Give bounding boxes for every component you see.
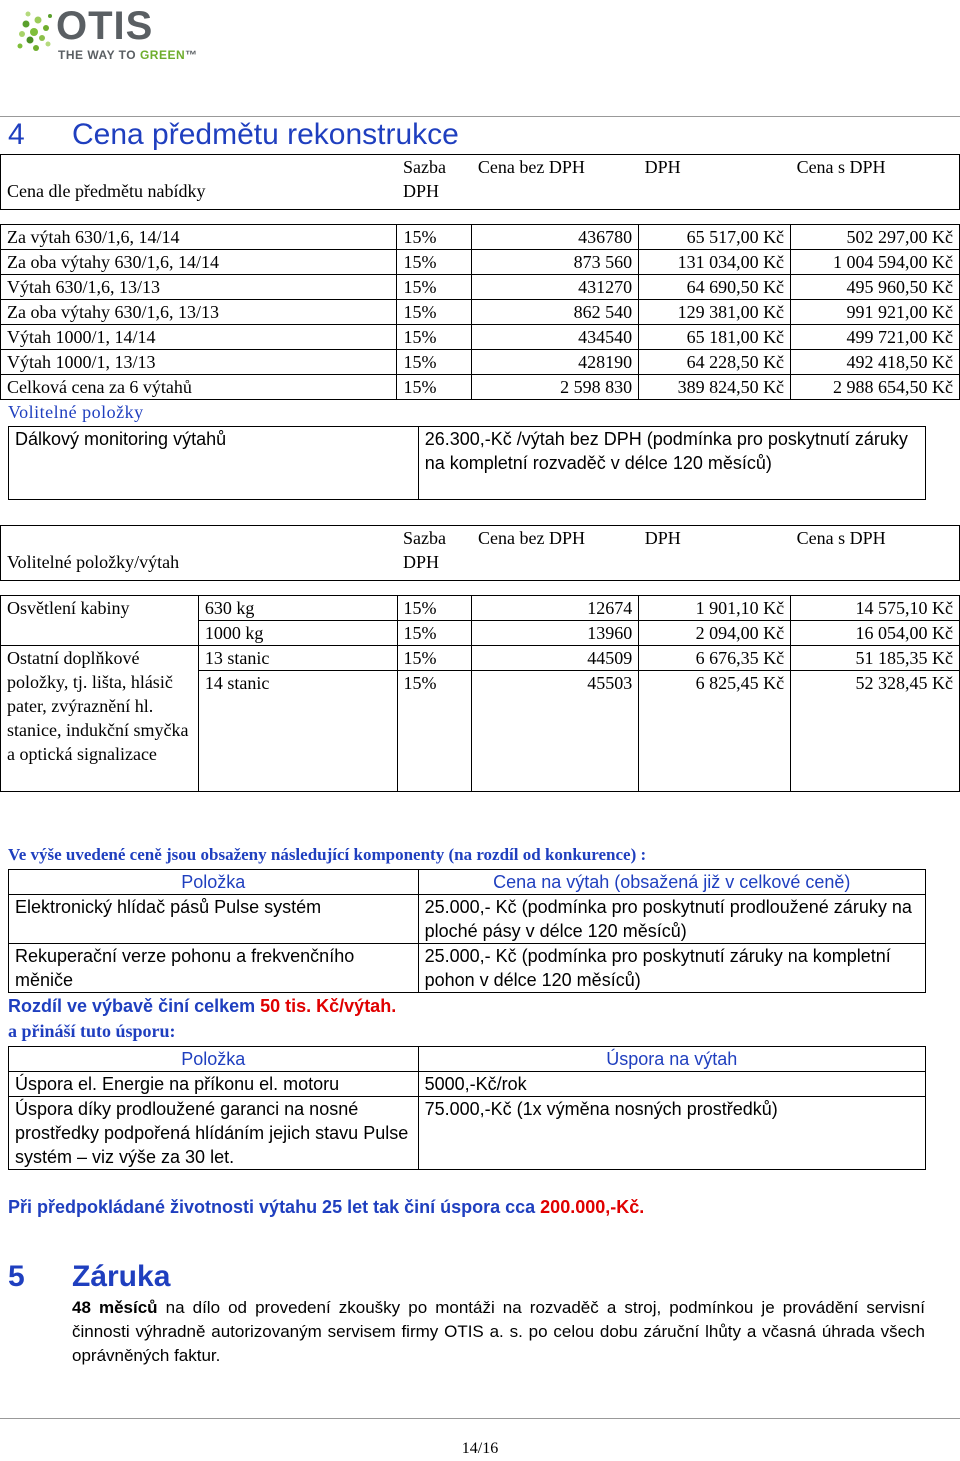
section-title: Cena předmětu rekonstrukce [72,118,459,151]
cell: 15% [397,621,472,646]
cell: 131 034,00 Kč [639,250,791,275]
optional-items-table [8,426,926,500]
cell: Úspora el. Energie na příkonu el. motoru [9,1072,419,1097]
cell: 12674 [472,596,639,621]
price-table [0,154,960,400]
cell: 129 381,00 Kč [639,300,791,325]
cell: Rekuperační verze pohonu a frekvenčního měniče [9,944,419,993]
cell: 75.000,-Kč (1x výměna nosných prostředků) [418,1097,925,1170]
header-cell: Cena s DPH [791,526,960,581]
section-number: 5 [8,1260,25,1293]
cell: 502 297,00 Kč [791,225,960,250]
cell: Za výtah 630/1,6, 14/14 [1,225,397,250]
table-row [9,427,926,500]
cell: 2 988 654,50 Kč [791,375,960,400]
header-cell: Položka [9,870,419,895]
cell: 25.000,- Kč (podmínka pro poskytnutí prodloužené záruky na ploché pásy v délce 120 měsíců) [418,895,925,944]
footer-divider [0,1418,960,1419]
price-table-header [1,155,960,210]
group-label: Osvětlení kabiny [1,596,199,646]
table-row [1,325,960,350]
cell: 431270 [472,275,639,300]
logo-wordmark: OTIS [56,4,154,48]
optional-per-lift-table [0,525,960,792]
cell: 52 328,45 Kč [791,671,960,792]
header-divider [0,116,960,117]
table-row [9,1072,926,1097]
cell: Za oba výtahy 630/1,6, 14/14 [1,250,397,275]
header-cell: Úspora na výtah [418,1047,925,1072]
cell: 495 960,50 Kč [791,275,960,300]
cell: 25.000,- Kč (podmínka pro poskytnutí záruky na kompletní pohon v délce 120 měsíců) [418,944,925,993]
section-title: Záruka [72,1260,171,1293]
cell: 15% [397,671,472,792]
table-row [1,300,960,325]
cell: 15% [397,300,472,325]
spacer [1,210,960,225]
header-cell: Sazba DPH [397,155,472,210]
header-cell: Cena s DPH [791,155,960,210]
cell: 44509 [472,646,639,671]
optional-item-name: Dálkový monitoring výtahů [9,427,419,500]
header-cell: Položka [9,1047,419,1072]
cell: 6 825,45 Kč [639,671,791,792]
optional-item-price: 26.300,-Kč /výtah bez DPH (podmínka pro poskytnutí záruky na kompletní rozvaděč v délce 120 měsíců) [418,427,925,500]
cell: 15% [397,646,472,671]
cell: 1 004 594,00 Kč [791,250,960,275]
cell: 2 094,00 Kč [639,621,791,646]
table-row [9,895,926,944]
cell: Za oba výtahy 630/1,6, 13/13 [1,300,397,325]
table-row [1,250,960,275]
cell: 428190 [472,350,639,375]
header-cell: DPH [639,526,791,581]
cell: 15% [397,325,472,350]
cell: 389 824,50 Kč [639,375,791,400]
cell: 6 676,35 Kč [639,646,791,671]
table-row [1,275,960,300]
header-cell: Volitelné položky/výtah [1,526,398,581]
cell: 65 517,00 Kč [639,225,791,250]
cell: 14 575,10 Kč [791,596,960,621]
cell: Výtah 1000/1, 13/13 [1,350,397,375]
cell: 15% [397,275,472,300]
cell: 434540 [472,325,639,350]
cell: Výtah 630/1,6, 13/13 [1,275,397,300]
cell: 436780 [472,225,639,250]
page-number: 14/16 [461,1440,499,1457]
optional-table-header [1,526,960,581]
savings-heading: a přináší tuto úsporu: [8,1021,176,1041]
table-row-total [1,375,960,400]
header-cell: Cena bez DPH [472,526,639,581]
cell: Výtah 1000/1, 14/14 [1,325,397,350]
header-cell: Sazba DPH [397,526,472,581]
lifetime-savings-line: Při předpokládané životnosti výtahu 25 let tak činí úspora cca 200.000,-Kč. [8,1197,645,1217]
cell: 5000,-Kč/rok [418,1072,925,1097]
savings-table [8,1046,926,1170]
cell: 15% [397,375,472,400]
warranty-paragraph: 48 měsíců na dílo od provedení zkoušky po montáži na rozvaděč a stroj, podmínkou je provádění servisní činnosti výhradně autorizovaným servisem firmy OTIS a. s. po celou dobu záruční lhůty a včasná úhrada všech oprávněných faktur. [72,1298,925,1365]
section-number: 4 [8,118,25,151]
table-row [9,944,926,993]
cell: 65 181,00 Kč [639,325,791,350]
cell: 13 stanic [198,646,397,671]
table-row [9,1097,926,1170]
cell: 1 901,10 Kč [639,596,791,621]
header-cell: Cena na výtah (obsažená již v celkové ceně) [418,870,925,895]
table-row [1,596,960,621]
components-heading: Ve výše uvedené ceně jsou obsaženy následující komponenty (na rozdíl od konkurence) : [8,845,647,864]
optional-items-label: Volitelné položky [8,402,144,422]
header-cell: DPH [639,155,791,210]
cell: 630 kg [198,596,397,621]
group-label: Ostatní doplňkové položky, tj. lišta, hlásič pater, zvýraznění hl. stanice, indukční smyčka a optická signalizace [1,646,199,792]
logo-tagline: THE WAY TO GREEN™ [58,48,198,62]
spacer [1,581,960,596]
cell: 499 721,00 Kč [791,325,960,350]
components-header [9,870,926,895]
cell: 15% [397,596,472,621]
cell: 14 stanic [198,671,397,792]
savings-header [9,1047,926,1072]
header-cell: Cena dle předmětu nabídky [1,155,397,210]
cell: 1000 kg [198,621,397,646]
cell: 873 560 [472,250,639,275]
cell: 64 690,50 Kč [639,275,791,300]
cell: 64 228,50 Kč [639,350,791,375]
table-row [1,225,960,250]
cell: 15% [397,250,472,275]
cell: 991 921,00 Kč [791,300,960,325]
cell: 16 054,00 Kč [791,621,960,646]
cell: Úspora díky prodloužené garanci na nosné prostředky podpořená hlídáním jejich stavu Pulse systém – viz výše za 30 let. [9,1097,419,1170]
cell: 45503 [472,671,639,792]
table-row [1,646,960,671]
difference-line: Rozdíl ve výbavě činí celkem 50 tis. Kč/výtah. [8,996,397,1016]
table-row [1,350,960,375]
cell: 15% [397,225,472,250]
components-table [8,869,926,993]
cell: 51 185,35 Kč [791,646,960,671]
cell: 13960 [472,621,639,646]
cell: Elektronický hlídač pásů Pulse systém [9,895,419,944]
cell: 492 418,50 Kč [791,350,960,375]
cell: 862 540 [472,300,639,325]
header-cell: Cena bez DPH [472,155,639,210]
cell: 2 598 830 [472,375,639,400]
cell: 15% [397,350,472,375]
cell: Celková cena za 6 výtahů [1,375,397,400]
